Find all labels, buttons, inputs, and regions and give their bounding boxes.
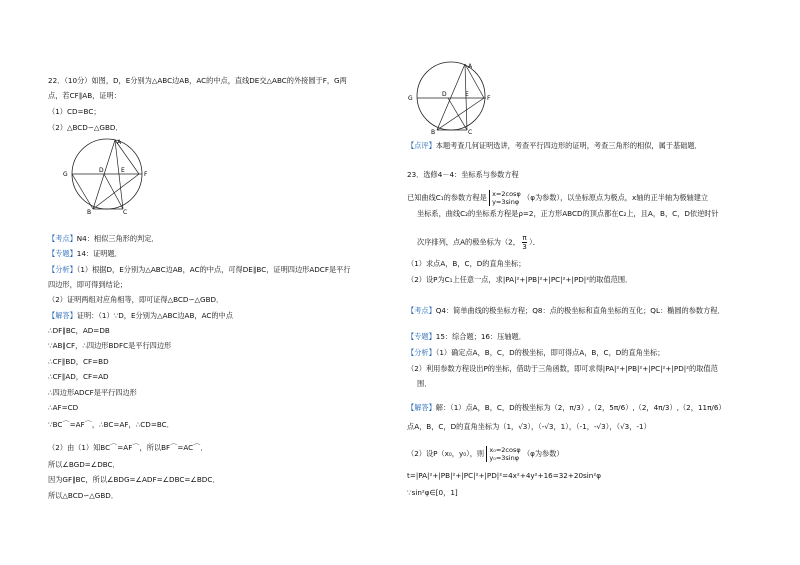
q23-text-b: （φ为参数），以坐标原点为极点，x轴的正半轴为极轴建立: [523, 193, 709, 202]
jieda-line4: t=|PA|²+|PB|²+|PC|²+|PD|²=4x²+4y²+16=32+20sin²φ: [407, 471, 601, 480]
jieda-line5: ∵sin²φ∈[0，1]: [407, 488, 458, 497]
label-a: A: [468, 63, 473, 70]
polar-3: 4π/3: [653, 403, 670, 412]
dianping-text: 本题考查几何证明选讲，考查平行四边形的证明，考查三角形的相似，属于基础题．: [435, 141, 702, 150]
label-c: C: [123, 209, 128, 214]
kaodian-line: [407, 306, 725, 315]
q23-text-d-end: ）．: [529, 237, 540, 247]
zhuanti-line: [48, 249, 122, 258]
jieda-line: [48, 311, 233, 320]
label-g: G: [63, 171, 68, 178]
q23-part2: （2）设P为C₁上任意一点，求|PA|²+|PB|²+|PC|²+|PD|²的取值范围．: [407, 275, 633, 284]
fenxi-line2: （2）利用参数方程设出P的坐标，借助于三角函数，即可求得|PA|²+|PB|²+|PC|²+|PD|²的取值范: [407, 364, 718, 373]
label-a: A: [117, 139, 122, 146]
proof-line-4: ∴CF∥AD，CF=AD: [48, 372, 109, 381]
q23-line2: 坐标系，曲线C₂的坐标系方程是ρ=2，正方形ABCD的顶点都在C₂上，且A，B，C，D依逆时针: [417, 209, 719, 218]
pi-den: 3: [522, 242, 527, 251]
fenxi-tag: 【分析】: [48, 265, 77, 274]
jieda3b-text: （φ为参数）: [522, 449, 564, 458]
fenxi-line3: 围．: [417, 379, 432, 388]
polar-4: 11π/6: [697, 403, 719, 412]
param-system: [489, 190, 521, 206]
proof-line-10: 因为GF∥BC，所以∠BDG=∠ADF=∠DBC=∠BDC．: [48, 475, 220, 484]
proof-line-6: ∴AF=CD: [48, 403, 79, 412]
zhuanti-tag: 【专题】: [407, 332, 436, 341]
label-d: D: [442, 91, 447, 98]
jieda-text: 证明：（1）∵D，E分别为△ABC边AB，AC的中点: [76, 311, 233, 320]
proof-line-7: ∵BC⌒=AF⌒，∴BC=AF，∴CD=BC．: [48, 420, 174, 429]
fenxi-line3: （2）证明两组对应角相等，即可证得△BCD∽△GBD．: [48, 295, 224, 304]
proof-line-8: （2）由（1）知BC⌒=AF⌒，所以BF⌒=AC⌒．: [48, 443, 208, 452]
jieda-text: 解：（1）点A，B，C，D的极坐标为（2，: [435, 403, 570, 412]
q23-text-d: 次序排列，点A的极坐标为（2，: [417, 237, 520, 247]
proof-line-5: ∴四边形ADCF是平行四边形: [48, 388, 137, 397]
fenxi-text: （1）根据D，E分别为△ABC边AB，AC的中点，可得DE∥BC，证明四边形ADCF是平行: [76, 265, 351, 274]
param-eq2: y=3sinφ: [492, 198, 520, 206]
label-f: F: [144, 171, 148, 178]
proof-line-9: 所以∠BGD=∠DBC．: [48, 460, 120, 469]
label-b: B: [87, 209, 92, 214]
q23-text-a: 已知曲线C₁的参数方程是: [407, 193, 487, 202]
proof-line-3: ∴CF∥BD，CF=BD: [48, 357, 109, 366]
zhuanti-text: 15：综合题；16：压轴题．: [435, 332, 526, 341]
zhuanti-tag: 【专题】: [48, 249, 77, 258]
zhuanti-line: [407, 332, 526, 341]
kaodian-text: N4：相似三角形的判定．: [76, 234, 159, 243]
pi-num: π: [522, 233, 527, 242]
label-d: D: [99, 167, 104, 174]
polar-2: 5π/6: [609, 403, 626, 412]
label-g: G: [408, 95, 413, 102]
jieda-line2: 点A，B，C，D的直角坐标为（1，√3），（-√3，1），（-1，-√3），（√3，-1）: [407, 422, 651, 431]
q23-part1: （1）求点A，B，C，D的直角坐标；: [407, 259, 526, 268]
fenxi-tag: 【分析】: [407, 348, 436, 357]
kaodian-line: [48, 234, 159, 243]
circle-figure-left: [55, 136, 165, 214]
param-eq1: x=2cosφ: [492, 190, 521, 198]
q22-title-cont: 点，若CF∥AB，证明：: [48, 91, 121, 100]
param-eq3: x₀=2cosφ: [489, 446, 521, 454]
q22-part2: （2）△BCD∽△GBD．: [48, 123, 123, 132]
label-c: C: [468, 129, 473, 134]
fenxi-line: [407, 348, 664, 357]
proof-line-11: 所以△BCD∽△GBD．: [48, 491, 119, 500]
jieda3-text: （2）设P（x₀，y₀），则: [407, 449, 485, 458]
kaodian-tag: 【考点】: [48, 234, 77, 243]
polar-1: π/3: [569, 403, 581, 412]
q23-title: 23．选修4－4：坐标系与参数方程: [407, 170, 519, 179]
q22-title: 22．（10分）如图，D，E分别为△ABC边AB，AC的中点，直线DE交△ABC的外接圆于F，G两: [48, 76, 347, 85]
jieda-tag: 【解答】: [48, 311, 77, 320]
param-system-2: [486, 446, 520, 462]
q23-line3: [417, 234, 540, 251]
zhuanti-text: 14：证明题．: [76, 249, 122, 258]
circle-figure-right: [405, 58, 497, 134]
fenxi-text: （1）确定点A，B，C，D的极坐标，即可得点A，B，C，D的直角坐标；: [435, 348, 665, 357]
proof-line-1: ∴DF∥BC，AD=DB: [48, 326, 110, 335]
fenxi-line: [48, 265, 351, 274]
label-f: F: [487, 95, 491, 102]
q22-part1: （1）CD=BC；: [48, 107, 101, 116]
kaodian-text: Q4：简单曲线的极坐标方程；Q8：点的极坐标和直角坐标的互化；QL：椭圆的参数方程．: [435, 306, 725, 315]
pi-fraction: [522, 234, 527, 251]
jieda-line3: [407, 446, 564, 462]
proof-line-2: ∵AB∥CF，∴四边形BDFC是平行四边形: [48, 341, 172, 350]
dianping-line: [407, 141, 702, 150]
jieda-tag: 【解答】: [407, 403, 436, 412]
q23-line1: [407, 190, 708, 206]
fenxi-line2: 四边形，即可得到结论；: [48, 280, 128, 289]
label-b: B: [431, 129, 436, 134]
kaodian-tag: 【考点】: [407, 306, 436, 315]
jieda-line: 【解答】解：（1）点A，B，C，D的极坐标为（2，π/3）,（2，5π/6）,（2，4π/3）,（2，11π/6）: [407, 403, 726, 412]
param-eq4: y₀=3sinφ: [489, 454, 520, 462]
label-e: E: [465, 91, 469, 98]
label-e: E: [121, 167, 125, 174]
dianping-tag: 【点评】: [407, 141, 436, 150]
